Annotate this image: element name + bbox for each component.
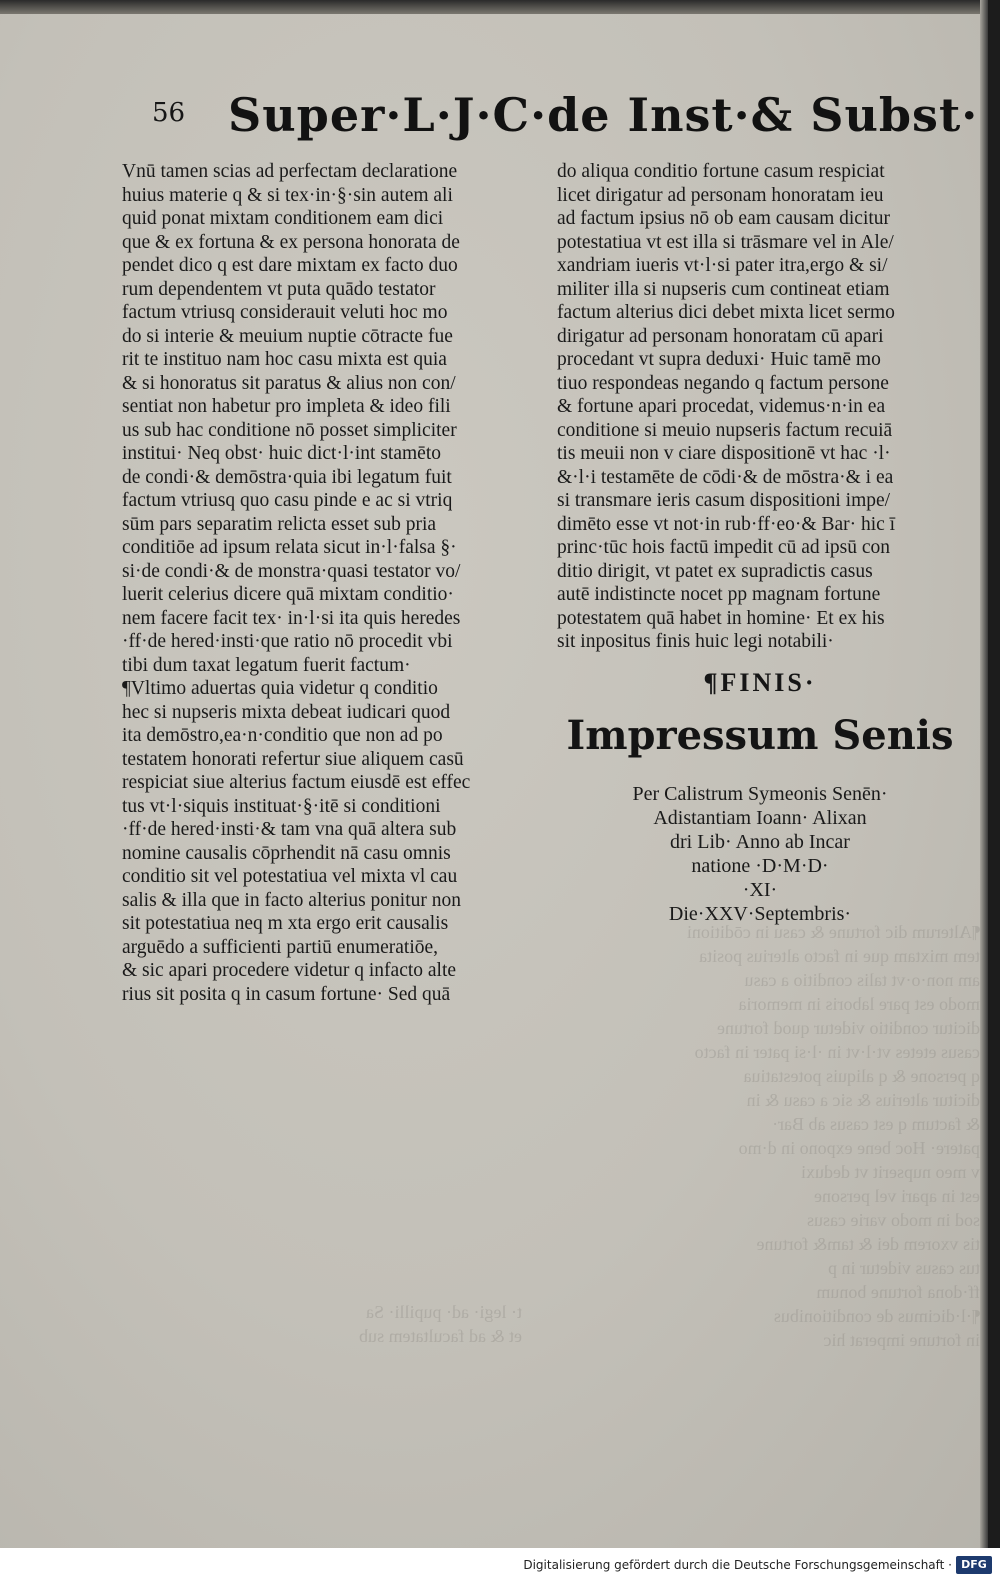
text-line: respiciat siue alterius factum eiusdē est effec <box>122 772 471 793</box>
text-line: ·ff·de hered·insti·que ratio nō procedit vbi <box>122 631 453 652</box>
page-number: 56 <box>152 98 186 128</box>
text-line: tiuo respondeas negando q factum persone <box>557 372 889 394</box>
text-line: conditio sit vel potestatiua vel mixta vl cau <box>122 866 458 887</box>
finis-heading: ¶FINIS· <box>703 668 817 697</box>
colophon-line: ·XI· <box>742 879 778 901</box>
text-line: nomine causalis cōprhendit nā casu omnis <box>122 842 451 864</box>
text-line: militer illa si nupseris cum contineat etiam <box>557 278 890 300</box>
text-line: pendet dico q est dare mixtam ex facto duo <box>122 255 458 276</box>
text-line: sit inpositus finis huic legi notabili· <box>557 631 834 652</box>
text-line: ad factum ipsius nō ob eam causam dicitur <box>557 208 891 229</box>
colophon-line: Adistantiam Ioann· Alixan <box>653 807 867 829</box>
text-line: salis & illa que in facto alterius ponitur non <box>122 889 462 911</box>
text-line: dirigatur ad personam honoratam cū apari <box>557 325 884 347</box>
text-line: sentiat non habetur pro impleta & ideo fili <box>122 396 451 417</box>
show-through-text: ¶Alterum dic fortune & casu in cōditioni tem mixtam que in facto alterius posita am non·o·vt talis conditio a casu modo est pare laboris in memoria dicitur conditio videtur quod fortune casus etetes vt·l·vt in ·l·si pater in facto q persone & q aliquis potestatiua dicitur alterius & sic a casu & in & factum q est casus ab Bar· patere· Hoc bene expono in d·mo v meo nupserit vt deduxi est in apari vel persone sod in modo varie casus tis vxorem dei & tam& fortune tus casus videtur in p ff·dona fortune bonum ¶·l·dicimus de conditionibus in fortune imperat hic <box>686 922 980 1350</box>
text-line: nem facere facit tex· in·l·si ita quis heredes <box>122 607 461 629</box>
text-line: potestatiua vt est illa si trāsmare vel in Ale/ <box>557 231 894 253</box>
text-line: princ·tūc hois factū impedit cū ad ipsū con <box>557 537 891 558</box>
text-line: rum dependentem vt puta quādo testator <box>122 278 436 300</box>
text-line: potestatem quā habet in homine· Et ex his <box>557 607 885 629</box>
text-line: factum vtriusq quo casu pinde e ac si vtriq <box>122 490 453 511</box>
text-line: factum alterius dici debet mixta licet sermo <box>557 302 895 323</box>
text-line: Vnū tamen scias ad perfectam declaratione <box>122 161 458 182</box>
text-line: de condi·& demōstra·quia ibi legatum fuit <box>122 466 452 488</box>
text-line: &·l·i testamēte de cōdi·& de mōstra·& i ea <box>557 466 894 488</box>
text-line: arguēdo a sufficienti partiū enumeratiōe, <box>122 936 439 958</box>
text-line: do si interie & meuium nuptie cōtracte fue <box>122 325 453 347</box>
text-line: & sic apari procedere videtur q infacto alte <box>122 960 457 981</box>
funding-credit: Digitalisierung gefördert durch die Deutsche Forschungsgemeinschaft · <box>523 1558 952 1572</box>
text-line: conditiōe ad ipsum relata sicut in·l·falsa §· <box>122 537 457 558</box>
text-line: si·de condi·& de monstra·quasi testator vo/ <box>122 560 461 582</box>
dfg-logo: DFG <box>956 1556 992 1574</box>
text-line: ditio dirigit, vt patet ex supradictis casus <box>557 560 873 582</box>
colophon-line: dri Lib· Anno ab Incar <box>670 831 850 853</box>
colophon-line: natione ·D·M·D· <box>691 855 829 877</box>
text-line: si transmare ieris casum dispositioni impe/ <box>557 490 891 511</box>
text-line: tibi dum taxat legatum fuerit factum· <box>122 654 411 676</box>
text-line: testatem honorati refertur siue aliquem casū <box>122 748 464 770</box>
text-line: hec si nupseris mixta debeat iudicari quod <box>122 701 451 723</box>
text-line: us sub hac conditione nō posset simpliciter <box>122 419 457 441</box>
text-line: sūm pars separatim relicta esset sub pria <box>122 513 437 535</box>
text-line: procedant vt supra deduxi· Huic tamē mo <box>557 349 881 370</box>
text-line: & si honoratus sit paratus & alius non con/ <box>122 372 456 394</box>
page-edge-right <box>980 0 988 1548</box>
text-line: ·ff·de hered·insti·& tam vna quā altera sub <box>122 819 457 840</box>
text-line: que & ex fortuna & ex persona honorata de <box>122 231 460 253</box>
page-edge-top <box>0 0 988 14</box>
text-line: institui· Neq obst· huic dict·l·int stamēto <box>122 443 441 464</box>
text-line: ¶Vltimo aduertas quia videtur q conditio <box>122 678 438 699</box>
digitization-footer <box>0 1548 1000 1586</box>
text-line: ita demōstro,ea·n·conditio que non ad po <box>122 725 443 746</box>
text-line: huius materie q & si tex·in·§·sin autem ali <box>122 184 453 206</box>
impressum-heading: Impressum Senis <box>566 712 954 759</box>
text-line: tis meuii non v ciare dispositionē vt hac ·l· <box>557 443 891 464</box>
text-line: licet dirigatur ad personam honoratam ieu <box>557 184 884 206</box>
left-text-column <box>122 160 512 1006</box>
text-line: xandriam iueris vt·l·si pater itra,ergo & si/ <box>557 255 888 276</box>
text-line: conditione si meuio nupseris factum recuiā <box>557 419 893 441</box>
text-line: quid ponat mixtam conditionem eam dici <box>122 208 444 229</box>
text-line: sit potestatiua neq m xta ergo erit causalis <box>122 913 449 934</box>
text-line: dimēto esse vt not·in rub·ff·eo·& Bar· hic ī <box>557 513 896 535</box>
text-line: luerit celerius dicere quā mixtam conditio· <box>122 584 454 605</box>
colophon-line: Per Calistrum Symeonis Senēn· <box>632 783 888 805</box>
colophon <box>560 782 960 926</box>
text-line: autē indistincte nocet pp magnam fortune <box>557 584 881 605</box>
show-through-text-left: t· legi· ad· pupilli· Sa et & ad facultatem sub <box>359 1302 522 1346</box>
text-line: do aliqua conditio fortune casum respiciat <box>557 161 885 182</box>
running-head: Super·L·J·C·de Inst·& Subst· <box>228 88 979 142</box>
colophon-line: Die·XXV·Septembris· <box>668 903 852 925</box>
text-line: rit te instituo nam hoc casu mixta est quia <box>122 349 447 370</box>
text-line: & fortune apari procedat, videmus·n·in ea <box>557 396 886 417</box>
text-line: rius sit posita q in casum fortune· Sed quā <box>122 983 451 1005</box>
text-line: factum vtriusq considerauit veluti hoc mo <box>122 302 448 323</box>
right-text-column <box>557 160 957 654</box>
text-line: tus vt·l·siquis instituat·§·itē si conditioni <box>122 795 441 817</box>
